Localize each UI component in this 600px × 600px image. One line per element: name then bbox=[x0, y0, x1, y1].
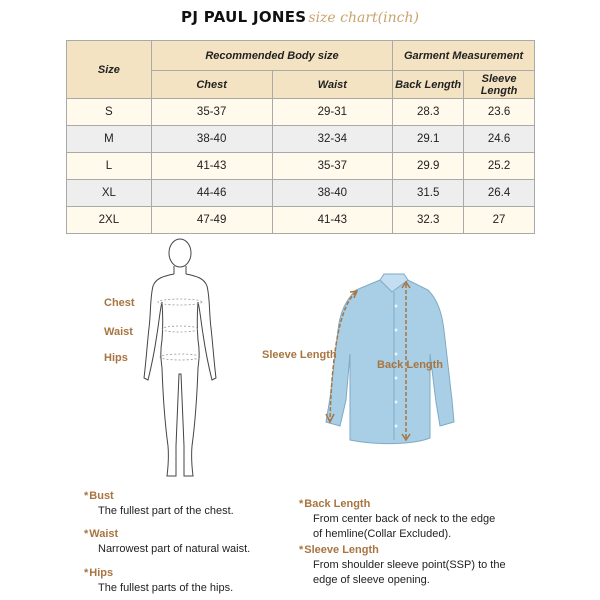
asterisk-icon: * bbox=[299, 544, 304, 556]
back-length-title: Back Length bbox=[304, 498, 371, 510]
table-cell: 27 bbox=[464, 207, 535, 234]
chest-label: Chest bbox=[104, 297, 135, 309]
table-cell: 31.5 bbox=[393, 180, 464, 207]
waist-header: Waist bbox=[272, 71, 393, 99]
table-cell: 41-43 bbox=[272, 207, 393, 234]
asterisk-icon: * bbox=[84, 567, 89, 579]
sleeve-length-desc-line2: edge of sleeve opening. bbox=[313, 574, 430, 586]
size-header: Size bbox=[67, 41, 152, 99]
bust-desc: The fullest part of the chest. bbox=[98, 505, 234, 517]
table-cell: 35-37 bbox=[272, 153, 393, 180]
table-row bbox=[67, 153, 535, 180]
back-length-desc-line1: From center back of neck to the edge bbox=[313, 513, 496, 525]
sleeve-length-desc-line1: From shoulder sleeve point(SSP) to the bbox=[313, 559, 506, 571]
table-cell: 44-46 bbox=[151, 180, 272, 207]
table-row bbox=[67, 180, 535, 207]
table-cell: S bbox=[67, 99, 152, 126]
waist-label: Waist bbox=[104, 326, 133, 338]
table-row bbox=[67, 99, 535, 126]
table-cell: 38-40 bbox=[272, 180, 393, 207]
chart-subtitle: size chart(inch) bbox=[308, 10, 419, 26]
table-row bbox=[67, 126, 535, 153]
asterisk-icon: * bbox=[84, 490, 89, 502]
table-cell: 29-31 bbox=[272, 99, 393, 126]
table-cell: 47-49 bbox=[151, 207, 272, 234]
back-length-label: Back Length bbox=[377, 359, 444, 371]
table-cell: 32.3 bbox=[393, 207, 464, 234]
table-cell: 2XL bbox=[67, 207, 152, 234]
table-cell: 41-43 bbox=[151, 153, 272, 180]
table-cell: 35-37 bbox=[151, 99, 272, 126]
table-row bbox=[67, 207, 535, 234]
back-length-desc-line2: of hemline(Collar Excluded). bbox=[313, 528, 452, 540]
bust-title: Bust bbox=[89, 490, 114, 502]
body-size-header: Recommended Body size bbox=[151, 41, 392, 71]
waist-title: Waist bbox=[89, 528, 119, 540]
hips-desc: The fullest parts of the hips. bbox=[98, 582, 234, 594]
table-cell: M bbox=[67, 126, 152, 153]
table-cell: XL bbox=[67, 180, 152, 207]
table-cell: 29.9 bbox=[393, 153, 464, 180]
table-cell: 28.3 bbox=[393, 99, 464, 126]
glossary-sleeve-length bbox=[299, 544, 579, 588]
waist-desc: Narrowest part of natural waist. bbox=[98, 543, 251, 555]
glossary-back-length bbox=[299, 498, 579, 542]
asterisk-icon: * bbox=[299, 498, 304, 510]
table-cell: 25.2 bbox=[464, 153, 535, 180]
table-cell: 38-40 bbox=[151, 126, 272, 153]
table-cell: 29.1 bbox=[393, 126, 464, 153]
size-table bbox=[66, 40, 535, 234]
table-cell: 32-34 bbox=[272, 126, 393, 153]
asterisk-icon: * bbox=[84, 528, 89, 540]
table-cell: 26.4 bbox=[464, 180, 535, 207]
hips-title: Hips bbox=[89, 567, 114, 579]
garment-header: Garment Measurement bbox=[393, 41, 535, 71]
table-cell: 24.6 bbox=[464, 126, 535, 153]
body-outline-illustration bbox=[130, 236, 230, 486]
chart-title bbox=[0, 8, 600, 27]
table-cell: L bbox=[67, 153, 152, 180]
chest-header: Chest bbox=[151, 71, 272, 99]
sleeve-length-title: Sleeve Length bbox=[304, 544, 379, 556]
brand-name: PJ PAUL JONES bbox=[181, 8, 307, 26]
body-figure bbox=[130, 236, 230, 486]
sleeve-length-label: Sleeve Length bbox=[262, 349, 337, 361]
sleeve-length-header: Sleeve Length bbox=[464, 71, 535, 99]
hips-label: Hips bbox=[104, 352, 128, 364]
back-length-header: Back Length bbox=[393, 71, 464, 99]
table-cell: 23.6 bbox=[464, 99, 535, 126]
